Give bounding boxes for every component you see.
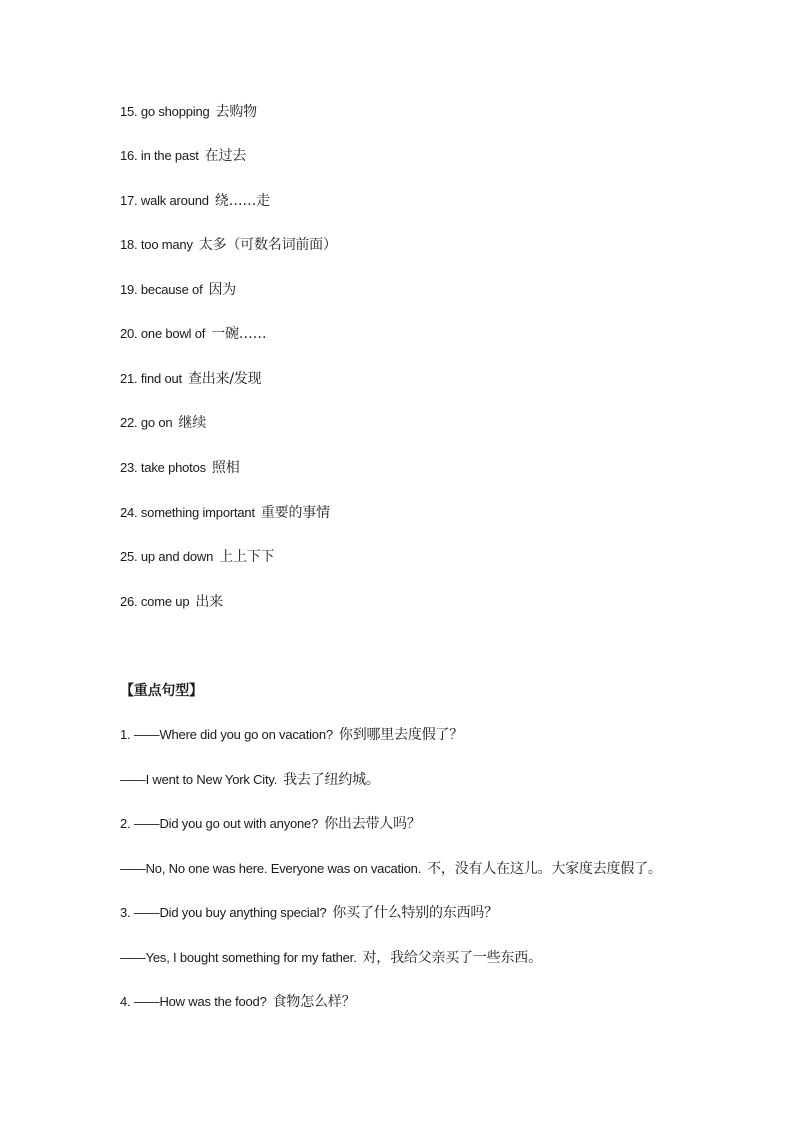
- sentence-english: 4. ——How was the food?: [120, 994, 267, 1009]
- phrase-item: [120, 281, 236, 299]
- phrase-chinese: 一碗……: [211, 326, 267, 342]
- phrase-item: [120, 192, 270, 210]
- phrase-english: 23. take photos: [120, 460, 206, 475]
- phrase-chinese: 去购物: [215, 104, 257, 120]
- phrase-item: [120, 504, 330, 522]
- sentence-english: 1. ——Where did you go on vacation?: [120, 727, 333, 742]
- phrase-item: [120, 103, 257, 121]
- sentence-item: [120, 860, 662, 878]
- phrase-english: 26. come up: [120, 594, 190, 609]
- sentence-english: ——Yes, I bought something for my father.: [120, 950, 357, 965]
- sentence-item: [120, 726, 463, 744]
- phrase-chinese: 照相: [211, 460, 240, 476]
- phrase-chinese: 上上下下: [219, 549, 275, 565]
- phrase-english: 20. one bowl of: [120, 326, 206, 341]
- phrase-item: [120, 236, 337, 254]
- phrase-english: 15. go shopping: [120, 104, 210, 119]
- phrase-item: [120, 370, 261, 388]
- phrase-english: 17. walk around: [120, 193, 209, 208]
- sentence-chinese: 你到哪里去度假了？: [338, 727, 464, 743]
- phrase-english: 16. in the past: [120, 148, 199, 163]
- sentence-chinese: 不，没有人在这儿。大家度去度假了。: [427, 861, 662, 877]
- sentence-chinese: 食物怎么样？: [272, 994, 356, 1010]
- phrase-english: 19. because of: [120, 282, 203, 297]
- sentence-item: [120, 904, 498, 922]
- phrase-english: 25. up and down: [120, 549, 214, 564]
- phrase-chinese: 因为: [208, 282, 237, 298]
- sentence-english: ——No, No one was here. Everyone was on vacation.: [120, 861, 422, 876]
- phrase-english: 18. too many: [120, 237, 193, 252]
- phrase-item: [120, 147, 246, 165]
- sentence-chinese: 你出去带人吗？: [324, 816, 421, 832]
- sentence-chinese: 对，我给父亲买了一些东西。: [362, 950, 542, 966]
- phrase-chinese: 出来: [195, 594, 223, 610]
- phrase-chinese: 绕……走: [214, 193, 270, 209]
- phrase-english: 22. go on: [120, 415, 173, 430]
- phrase-chinese: 重要的事情: [260, 505, 330, 521]
- phrase-item: [120, 325, 266, 343]
- sentence-english: 2. ——Did you go out with anyone?: [120, 816, 319, 831]
- phrase-chinese: 在过去: [204, 148, 247, 164]
- sentence-item: [120, 949, 542, 967]
- sentence-item: [120, 771, 380, 789]
- phrase-chinese: 太多（可数名词前面）: [198, 237, 337, 253]
- phrase-item: [120, 459, 240, 477]
- sentence-chinese: 你买了什么特别的东西吗？: [332, 905, 498, 921]
- phrase-english: 21. find out: [120, 371, 182, 386]
- sentence-english: 3. ——Did you buy anything special?: [120, 905, 327, 920]
- phrase-chinese: 查出来/发现: [187, 371, 262, 387]
- section-heading: 【重点句型】: [120, 683, 203, 699]
- phrase-item: [120, 593, 223, 611]
- phrase-english: 24. something important: [120, 505, 255, 520]
- phrase-item: [120, 414, 206, 432]
- phrase-chinese: 继续: [178, 415, 207, 431]
- phrase-item: [120, 548, 274, 566]
- sentence-english: ——I went to New York City.: [120, 772, 278, 787]
- sentence-item: [120, 993, 355, 1011]
- sentence-chinese: 我去了纽约城。: [283, 772, 380, 788]
- sentence-item: [120, 815, 421, 833]
